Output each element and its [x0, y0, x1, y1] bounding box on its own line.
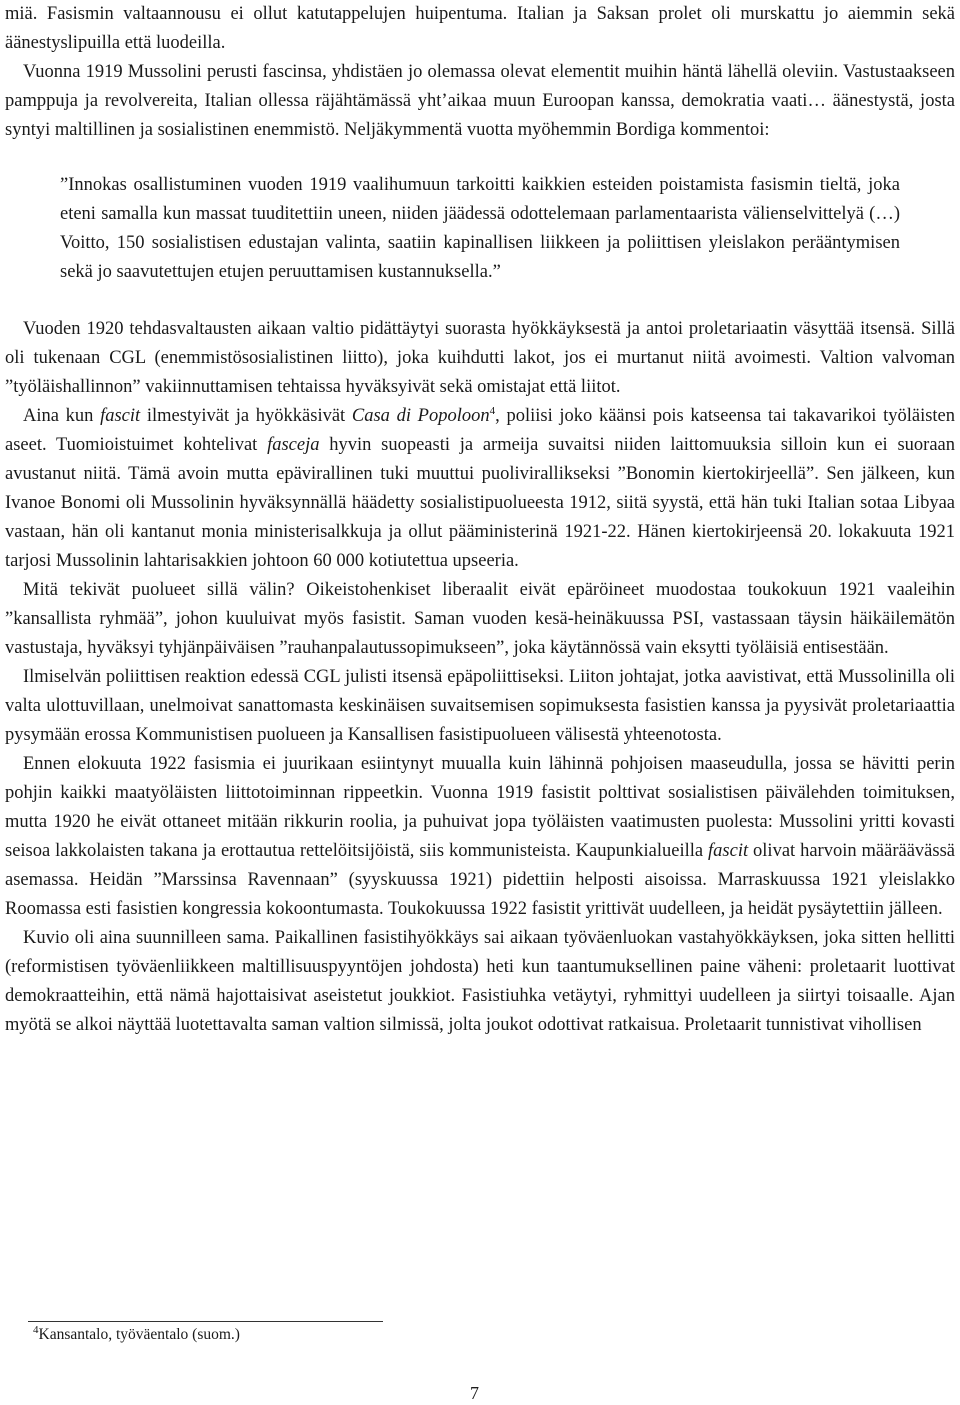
footnote-reference[interactable]: 4: [489, 404, 496, 417]
page-number: 7: [470, 1383, 479, 1403]
footnote-mark: 4: [33, 1323, 39, 1336]
document-page: [5, 0, 955, 1040]
paragraph-6: Ilmiselvän poliittisen reaktion edessä CGL julisti itsensä epäpoliittiseksi. Liiton johtajat, jotka aavistivat, että Mussolinilla oli valta ulottuvillaan, unelmoivat sanattomasta keskinäisen suvaitsemisen sopimuksesta fasistien kanssa ja pyysivät proletariaattia pysymään erossa Kommunistisen puolueen ja Kansallisen fasistipuolueen välisestä yhteenotosta.: [5, 667, 955, 745]
block-quote: ”Innokas osallistuminen vuoden 1919 vaalihumuun tarkoitti kaikkien esteiden poistamista fasismin tieltä, joka eteni samalla kun massat tuuditettiin uneen, niiden jäädessä odottelemaan parlamentaarista välienselvittelyä (…) Voitto, 150 sosialistisen edustajan valinta, saatiin kapinallisen liikkeen ja poliittisen yleislakon perääntymisen sekä jo saavutettujen etujen peruuttamisen kustannuksella.”: [60, 175, 900, 282]
paragraph-5: Mitä tekivät puolueet sillä välin? Oikeistohenkiset liberaalit eivät epäröineet muodostaa toukokuun 1921 vaaleihin ”kansallista ryhmää”, johon kuuluivat myös fasistit. Saman vuoden kesä-heinäkuussa PSI, vastassaan täysin häikäilemätön vastustaja, hyväksyi tyhjänpäiväisen ”rauhanpalautussopimukseen”, joka käytännössä vain eksytti työläisiä entisestään.: [5, 580, 955, 658]
footnote: [33, 1325, 240, 1345]
paragraph-3: Vuoden 1920 tehdasvaltausten aikaan valtio pidättäytyi suorasta hyökkäyksestä ja antoi proletariaatin väsyttää itsensä. Sillä oli tukenaan CGL (enemmistösosialistinen liitto), joka kuihdutti lakot, jos ei murtanut niitä avoimesti. Valtion valvoman ”työläishallinnon” vakiinnuttamisen tehtaissa hyväksyivät sekä omistajat että liitot.: [5, 319, 955, 397]
paragraph-1: miä. Fasismin valtaannousu ei ollut katutappelujen huipentuma. Italian ja Saksan prolet oli murskattu jo aiemmin sekä äänestyslipuilla että luodeilla.: [5, 4, 955, 53]
p4-text-a: Aina kun: [23, 406, 101, 426]
p7-fascit: fascit: [708, 841, 749, 861]
p4-text-b: ilmestyivät ja hyökkäsivät: [140, 406, 352, 426]
paragraph-8: Kuvio oli aina suunnilleen sama. Paikallinen fasistihyökkäys sai aikaan työväenluokan vastahyökkäyksen, joka sitten hellitti (reformistisen työväenliikkeen maltillisuuspyyntöjen johdosta) heti kun taantumuksellinen paine väheni: proletaarit luottivat demokraatteihin, että nämä hajottaisivat aseistetut joukkiot. Fasistiuhka vetäytyi, ryhmittyi uudelleen ja siirtyi toisaalle. Ajan myötä se alkoi näyttää luotettavalta saman valtion silmissä, jolta joukot odottivat ratkaisua. Proletaarit tunnistivat vihollisen: [5, 928, 955, 1035]
p7-text-b: olivat harvoin määräävässä asemassa. Heidän ”Marssinsa Ravennaan” (syyskuussa 1921) pidettiin helposti aisoissa. Marraskuussa 1921 yleislakko Roomassa esti fasistien kongressia kokoontumasta. Toukokuussa 1922 fasistit yrittivät uudelleen, ja heidät pysäytettiin jälleen.: [5, 841, 956, 919]
p7-text-a: Ennen elokuuta 1922 fasismia ei juurikaan esiintynyt muualla kuin lähinnä pohjoisen maaseudulla, jossa se hävitti perin pohjin kaikki maatyöläisten liittotoiminnan rippeetkin. Vuonna 1919 fasistit polttivat sosialistisen päivälehden toimituksen, mutta 1920 he eivät ottaneet mitään rikkurin roolia, ja puhuivat jopa työläisten vaatimusten puolesta: Mussolini yritti kovasti seisoa lakkolaisten takana ja erottautua rettelöitsijöistä, siis kommunisteista. Kaupunkialueilla: [5, 754, 955, 861]
p4-fasceja: fasceja: [267, 435, 320, 455]
p4-text-c: , poliisi joko käänsi pois katseensa tai takavarikoi työläisten aseet. Tuomioistuimet kohtelivat: [5, 406, 956, 455]
footnote-divider: [28, 1321, 383, 1322]
p4-text-d: hyvin suopeasti ja armeija suvaitsi niiden laittomuuksia silloin kun ei suoraan avustanut niitä. Tämä avoin mutta epävirallinen tuki muuttui puolivirallikseksi ”Bonomin kiertokirjeellä”. Sen jälkeen, kun Ivanoe Bonomi oli Mussolinin hyväksynnällä häädetty sosialistipuolueesta 1912, siitä syystä, että hän tuki Italian sotaa Libyaa vastaan, hän oli kantanut monia ministerisalkkuja ja ollut pääministerinä 1921-22. Hänen kiertokirjeensä 20. lokakuuta 1921 tarjosi Mussolinin lahtarisakkien johtoon 60 000 kotiutettua upseeria.: [5, 435, 955, 571]
paragraph-4: [5, 402, 955, 576]
paragraph-2: Vuonna 1919 Mussolini perusti fascinsa, yhdistäen jo olemassa olevat elementit muihin häntä lähellä oleviin. Vastustaakseen pamppuja ja revolvereita, Italian ollessa räjähtämässä yht’aikaa muun Euroopan kanssa, demokratia vaati… äänestystä, josta syntyi maltillinen ja sosialistinen enemmistö. Neljäkymmentä vuotta myöhemmin Bordiga kommentoi:: [5, 62, 955, 140]
footnote-text: Kansantalo, työväentalo (suom.): [38, 1326, 240, 1343]
paragraph-7: [5, 750, 955, 924]
p4-fascit: fascit: [100, 406, 141, 426]
p4-casa-di-popoloon: Casa di Popoloon: [351, 406, 490, 426]
